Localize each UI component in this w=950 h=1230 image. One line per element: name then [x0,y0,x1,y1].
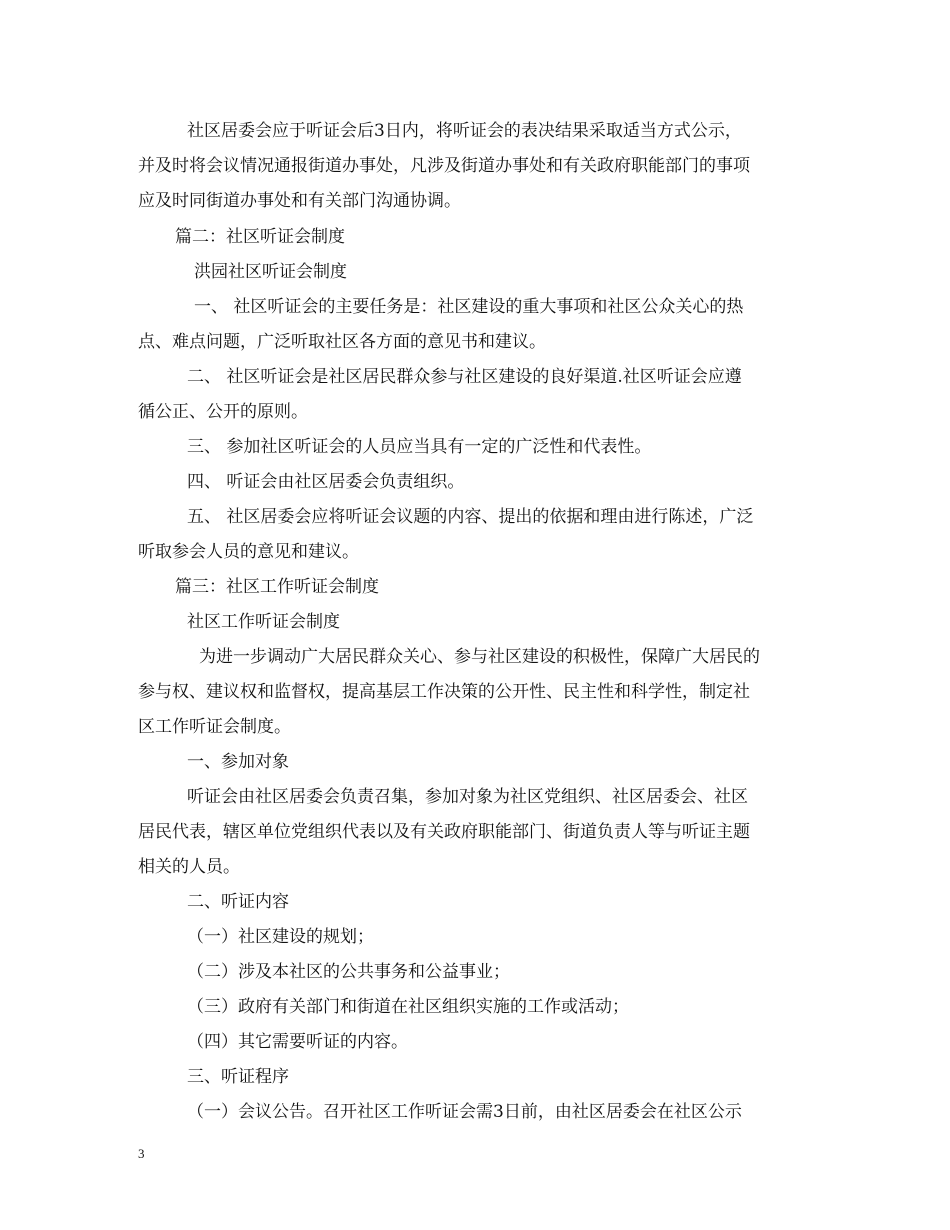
subsection-heading: 一、参加对象 [187,752,289,772]
text-line: 并及时将会议情况通报街道办事处，凡涉及街道办事处和有关政府职能部门的事项 [138,156,750,176]
document-title: 洪园社区听证会制度 [194,262,347,282]
text-line: 一、 社区听证会的主要任务是：社区建设的重大事项和社区公众关心的热 [194,297,744,317]
text-line: 为进一步调动广大居民群众关心、参与社区建设的积极性，保障广大居民的 [199,647,760,667]
text-line: 参与权、建议权和监督权，提高基层工作决策的公开性、民主性和科学性，制定社 [138,682,750,702]
text-line: 居民代表，辖区单位党组织代表以及有关政府职能部门、街道负责人等与听证主题 [138,822,750,842]
list-item: （三）政府有关部门和街道在社区组织实施的工作或活动； [187,997,629,1017]
text-line: 应及时同街道办事处和有关部门沟通协调。 [138,191,461,211]
text-line: 点、难点问题，广泛听取社区各方面的意见书和建议。 [138,332,546,352]
text-line: 三、 参加社区听证会的人员应当具有一定的广泛性和代表性。 [187,437,652,457]
text-line: 四、 听证会由社区居委会负责组织。 [187,472,465,492]
subsection-heading: 二、听证内容 [187,892,289,912]
list-item: （二）涉及本社区的公共事务和公益事业； [187,962,510,982]
text-line: 五、 社区居委会应将听证会议题的内容、提出的依据和理由进行陈述，广泛 [187,507,754,527]
section-heading: 篇三：社区工作听证会制度 [175,577,379,597]
text-line: 听取参会人员的意见和建议。 [138,542,359,562]
page-number: 3 [138,1146,145,1161]
text-line: 社区居委会应于听证会后3日内，将听证会的表决结果采取适当方式公示， [187,121,742,141]
text-line: 区工作听证会制度。 [138,717,291,737]
section-heading: 篇二：社区听证会制度 [175,227,345,247]
document-title: 社区工作听证会制度 [187,612,340,632]
text-line: 听证会由社区居委会负责召集，参加对象为社区党组织、社区居委会、社区 [187,787,748,807]
list-item: （四）其它需要听证的内容。 [187,1032,408,1052]
text-line: 二、 社区听证会是社区居民群众参与社区建设的良好渠道.社区听证会应遵 [187,367,742,387]
list-item: （一）会议公告。召开社区工作听证会需3日前，由社区居委会在社区公示 [187,1102,742,1122]
subsection-heading: 三、听证程序 [187,1067,289,1087]
list-item: （一）社区建设的规划； [187,927,374,947]
text-line: 循公正、公开的原则。 [138,402,308,422]
text-line: 相关的人员。 [138,857,240,877]
